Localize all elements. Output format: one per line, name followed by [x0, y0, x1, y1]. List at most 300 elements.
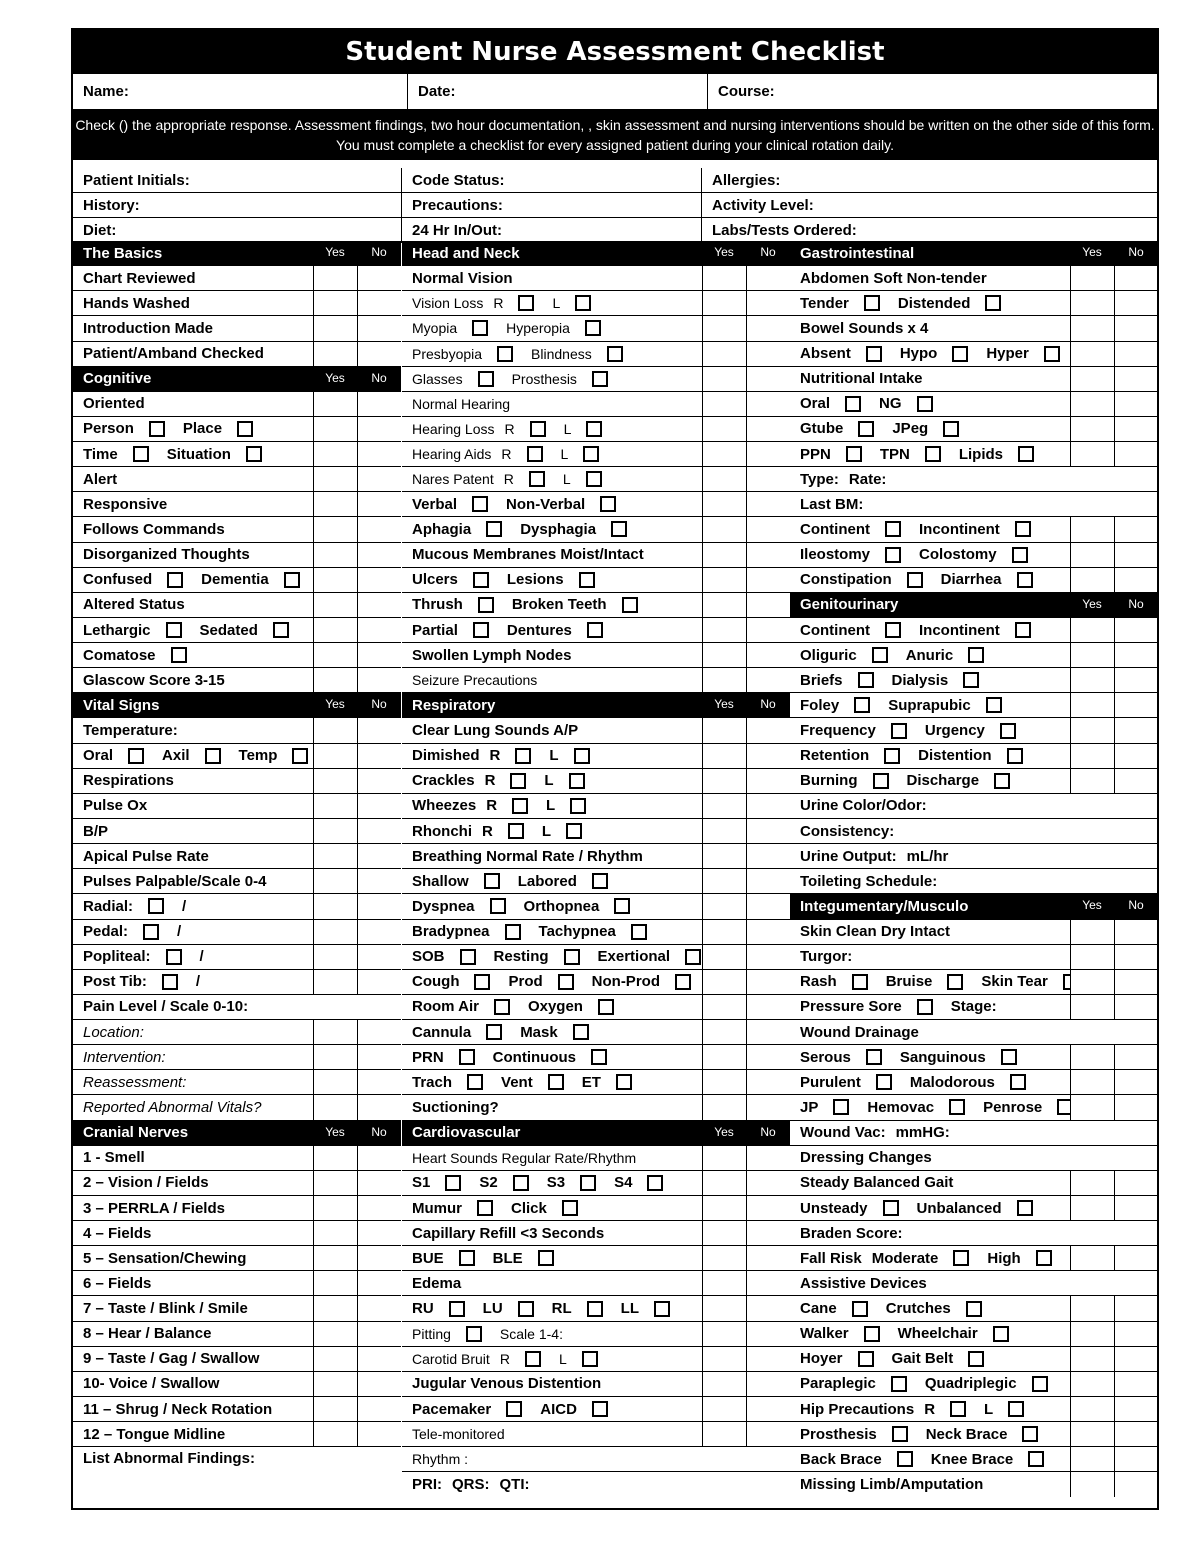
- checkbox[interactable]: [587, 1301, 603, 1317]
- no-cell[interactable]: [1114, 769, 1158, 793]
- no-cell[interactable]: [357, 718, 401, 742]
- no-cell[interactable]: [746, 643, 790, 667]
- yes-cell[interactable]: [702, 920, 746, 944]
- yes-cell[interactable]: [702, 1221, 746, 1245]
- no-cell[interactable]: [357, 1171, 401, 1195]
- checkbox[interactable]: [872, 647, 888, 663]
- no-cell[interactable]: [746, 1322, 790, 1346]
- checkbox[interactable]: [530, 421, 546, 437]
- checkbox[interactable]: [587, 622, 603, 638]
- no-cell[interactable]: [357, 291, 401, 315]
- checkbox[interactable]: [858, 672, 874, 688]
- checkbox[interactable]: [631, 924, 647, 940]
- no-cell[interactable]: [746, 316, 790, 340]
- checkbox[interactable]: [897, 1451, 913, 1467]
- no-cell[interactable]: [1114, 970, 1158, 994]
- checkbox[interactable]: [607, 346, 623, 362]
- yes-cell[interactable]: [1070, 517, 1114, 541]
- no-cell[interactable]: [357, 769, 401, 793]
- checkbox[interactable]: [1001, 1049, 1017, 1065]
- no-cell[interactable]: [357, 618, 401, 642]
- yes-cell[interactable]: [702, 291, 746, 315]
- yes-cell[interactable]: [313, 1095, 357, 1119]
- yes-cell[interactable]: [313, 920, 357, 944]
- yes-cell[interactable]: [313, 869, 357, 893]
- checkbox[interactable]: [1015, 622, 1031, 638]
- yes-cell[interactable]: [313, 1146, 357, 1170]
- yes-cell[interactable]: [313, 794, 357, 818]
- no-cell[interactable]: [746, 819, 790, 843]
- no-cell[interactable]: [1114, 618, 1158, 642]
- checkbox[interactable]: [1022, 1426, 1038, 1442]
- checkbox[interactable]: [484, 873, 500, 889]
- checkbox[interactable]: [986, 697, 1002, 713]
- precautions-field[interactable]: Precautions:: [401, 193, 701, 218]
- no-cell[interactable]: [1114, 1322, 1158, 1346]
- checkbox[interactable]: [611, 521, 627, 537]
- no-cell[interactable]: [746, 744, 790, 768]
- yes-cell[interactable]: [702, 467, 746, 491]
- yes-cell[interactable]: [702, 794, 746, 818]
- checkbox[interactable]: [460, 949, 476, 965]
- checkbox[interactable]: [472, 496, 488, 512]
- checkbox[interactable]: [586, 471, 602, 487]
- yes-cell[interactable]: [702, 392, 746, 416]
- yes-cell[interactable]: [702, 1095, 746, 1119]
- code-status-field[interactable]: Code Status:: [401, 168, 701, 193]
- yes-cell[interactable]: [1070, 442, 1114, 466]
- no-cell[interactable]: [746, 517, 790, 541]
- checkbox[interactable]: [907, 572, 923, 588]
- activity-level-field[interactable]: Activity Level:: [701, 193, 1157, 218]
- checkbox[interactable]: [478, 597, 494, 613]
- no-cell[interactable]: [1114, 1045, 1158, 1069]
- yes-cell[interactable]: [313, 769, 357, 793]
- no-cell[interactable]: [1114, 1095, 1158, 1119]
- no-cell[interactable]: [1114, 1372, 1158, 1396]
- checkbox[interactable]: [993, 1326, 1009, 1342]
- yes-cell[interactable]: [702, 1070, 746, 1094]
- checkbox[interactable]: [445, 1175, 461, 1191]
- yes-cell[interactable]: [1070, 1422, 1114, 1446]
- checkbox[interactable]: [273, 622, 289, 638]
- yes-cell[interactable]: [702, 945, 746, 969]
- checkbox[interactable]: [675, 974, 691, 990]
- no-cell[interactable]: [746, 1095, 790, 1119]
- checkbox[interactable]: [614, 898, 630, 914]
- checkbox[interactable]: [473, 572, 489, 588]
- course-field[interactable]: [707, 74, 1157, 110]
- yes-cell[interactable]: [702, 543, 746, 567]
- yes-cell[interactable]: [1070, 618, 1114, 642]
- checkbox[interactable]: [1028, 1451, 1044, 1467]
- checkbox[interactable]: [866, 1049, 882, 1065]
- yes-cell[interactable]: [702, 1422, 746, 1446]
- no-cell[interactable]: [1114, 1347, 1158, 1371]
- no-cell[interactable]: [746, 367, 790, 391]
- checkbox[interactable]: [963, 672, 979, 688]
- yes-cell[interactable]: [1070, 1372, 1114, 1396]
- yes-cell[interactable]: [313, 1171, 357, 1195]
- checkbox[interactable]: [497, 346, 513, 362]
- no-cell[interactable]: [746, 492, 790, 516]
- checkbox[interactable]: [884, 748, 900, 764]
- yes-cell[interactable]: [702, 1196, 746, 1220]
- no-cell[interactable]: [1114, 568, 1158, 592]
- checkbox[interactable]: [527, 446, 543, 462]
- no-cell[interactable]: [746, 894, 790, 918]
- no-cell[interactable]: [746, 1171, 790, 1195]
- no-cell[interactable]: [746, 392, 790, 416]
- no-cell[interactable]: [1114, 1447, 1158, 1471]
- checkbox[interactable]: [570, 798, 586, 814]
- checkbox[interactable]: [486, 1024, 502, 1040]
- no-cell[interactable]: [357, 1221, 401, 1245]
- checkbox[interactable]: [133, 446, 149, 462]
- yes-cell[interactable]: [1070, 1347, 1114, 1371]
- checkbox[interactable]: [616, 1074, 632, 1090]
- no-cell[interactable]: [357, 1322, 401, 1346]
- yes-cell[interactable]: [313, 316, 357, 340]
- yes-cell[interactable]: [1070, 266, 1114, 290]
- no-cell[interactable]: [357, 1372, 401, 1396]
- yes-cell[interactable]: [313, 342, 357, 366]
- no-cell[interactable]: [746, 844, 790, 868]
- checkbox[interactable]: [510, 773, 526, 789]
- no-cell[interactable]: [357, 342, 401, 366]
- checkbox[interactable]: [449, 1301, 465, 1317]
- no-cell[interactable]: [357, 316, 401, 340]
- yes-cell[interactable]: [1070, 568, 1114, 592]
- checkbox[interactable]: [466, 1326, 482, 1342]
- yes-cell[interactable]: [702, 718, 746, 742]
- no-cell[interactable]: [357, 819, 401, 843]
- yes-cell[interactable]: [702, 342, 746, 366]
- yes-cell[interactable]: [313, 844, 357, 868]
- no-cell[interactable]: [746, 266, 790, 290]
- checkbox[interactable]: [885, 521, 901, 537]
- no-cell[interactable]: [1114, 543, 1158, 567]
- yes-cell[interactable]: [702, 869, 746, 893]
- checkbox[interactable]: [459, 1250, 475, 1266]
- yes-cell[interactable]: [313, 392, 357, 416]
- checkbox[interactable]: [845, 396, 861, 412]
- yes-cell[interactable]: [1070, 417, 1114, 441]
- checkbox[interactable]: [622, 597, 638, 613]
- checkbox[interactable]: [562, 1200, 578, 1216]
- no-cell[interactable]: [1114, 668, 1158, 692]
- yes-cell[interactable]: [702, 1271, 746, 1295]
- checkbox[interactable]: [284, 572, 300, 588]
- no-cell[interactable]: [1114, 1070, 1158, 1094]
- yes-cell[interactable]: [1070, 1397, 1114, 1421]
- checkbox[interactable]: [579, 572, 595, 588]
- checkbox[interactable]: [968, 1351, 984, 1367]
- checkbox[interactable]: [513, 1175, 529, 1191]
- checkbox[interactable]: [852, 974, 868, 990]
- yes-cell[interactable]: [702, 995, 746, 1019]
- no-cell[interactable]: [357, 1271, 401, 1295]
- checkbox[interactable]: [586, 421, 602, 437]
- no-cell[interactable]: [746, 718, 790, 742]
- no-cell[interactable]: [357, 894, 401, 918]
- yes-cell[interactable]: [702, 1246, 746, 1270]
- no-cell[interactable]: [357, 945, 401, 969]
- checkbox[interactable]: [1063, 974, 1070, 990]
- yes-cell[interactable]: [313, 1397, 357, 1421]
- yes-cell[interactable]: [702, 1020, 746, 1044]
- no-cell[interactable]: [1114, 316, 1158, 340]
- checkbox[interactable]: [490, 898, 506, 914]
- no-cell[interactable]: [746, 342, 790, 366]
- no-cell[interactable]: [1114, 744, 1158, 768]
- checkbox[interactable]: [494, 999, 510, 1015]
- checkbox[interactable]: [529, 471, 545, 487]
- yes-cell[interactable]: [1070, 693, 1114, 717]
- checkbox[interactable]: [205, 748, 221, 764]
- checkbox[interactable]: [564, 949, 580, 965]
- checkbox[interactable]: [566, 823, 582, 839]
- checkbox[interactable]: [943, 421, 959, 437]
- no-cell[interactable]: [357, 668, 401, 692]
- yes-cell[interactable]: [702, 668, 746, 692]
- no-cell[interactable]: [746, 1422, 790, 1446]
- checkbox[interactable]: [148, 898, 164, 914]
- checkbox[interactable]: [467, 1074, 483, 1090]
- yes-cell[interactable]: [313, 718, 357, 742]
- checkbox[interactable]: [985, 295, 1001, 311]
- no-cell[interactable]: [746, 995, 790, 1019]
- checkbox[interactable]: [582, 1351, 598, 1367]
- no-cell[interactable]: [1114, 920, 1158, 944]
- checkbox[interactable]: [968, 647, 984, 663]
- yes-cell[interactable]: [313, 467, 357, 491]
- no-cell[interactable]: [357, 643, 401, 667]
- no-cell[interactable]: [746, 467, 790, 491]
- checkbox[interactable]: [515, 748, 531, 764]
- checkbox[interactable]: [891, 1376, 907, 1392]
- yes-cell[interactable]: [313, 1372, 357, 1396]
- no-cell[interactable]: [357, 1095, 401, 1119]
- checkbox[interactable]: [654, 1301, 670, 1317]
- no-cell[interactable]: [746, 1221, 790, 1245]
- yes-cell[interactable]: [313, 1070, 357, 1094]
- yes-cell[interactable]: [313, 618, 357, 642]
- yes-cell[interactable]: [702, 1322, 746, 1346]
- checkbox[interactable]: [1032, 1376, 1048, 1392]
- checkbox[interactable]: [953, 1250, 969, 1266]
- checkbox[interactable]: [925, 446, 941, 462]
- no-cell[interactable]: [746, 543, 790, 567]
- no-cell[interactable]: [357, 517, 401, 541]
- checkbox[interactable]: [506, 1401, 522, 1417]
- checkbox[interactable]: [994, 773, 1010, 789]
- no-cell[interactable]: [746, 568, 790, 592]
- no-cell[interactable]: [357, 1422, 401, 1446]
- no-cell[interactable]: [746, 920, 790, 944]
- no-cell[interactable]: [1114, 367, 1158, 391]
- yes-cell[interactable]: [1070, 1095, 1114, 1119]
- no-cell[interactable]: [357, 467, 401, 491]
- no-cell[interactable]: [357, 844, 401, 868]
- yes-cell[interactable]: [313, 945, 357, 969]
- yes-cell[interactable]: [1070, 1472, 1114, 1497]
- checkbox[interactable]: [167, 572, 183, 588]
- no-cell[interactable]: [746, 1372, 790, 1396]
- no-cell[interactable]: [1114, 392, 1158, 416]
- checkbox[interactable]: [237, 421, 253, 437]
- yes-cell[interactable]: [313, 1296, 357, 1320]
- checkbox[interactable]: [917, 396, 933, 412]
- yes-cell[interactable]: [313, 1271, 357, 1295]
- no-cell[interactable]: [746, 794, 790, 818]
- no-cell[interactable]: [746, 945, 790, 969]
- no-cell[interactable]: [357, 1296, 401, 1320]
- yes-cell[interactable]: [313, 1020, 357, 1044]
- checkbox[interactable]: [558, 974, 574, 990]
- checkbox[interactable]: [1012, 547, 1028, 563]
- checkbox[interactable]: [947, 974, 963, 990]
- yes-cell[interactable]: [313, 266, 357, 290]
- yes-cell[interactable]: [1070, 1296, 1114, 1320]
- no-cell[interactable]: [1114, 1296, 1158, 1320]
- checkbox[interactable]: [833, 1099, 849, 1115]
- no-cell[interactable]: [746, 291, 790, 315]
- no-cell[interactable]: [746, 1397, 790, 1421]
- no-cell[interactable]: [357, 1347, 401, 1371]
- checkbox[interactable]: [143, 924, 159, 940]
- yes-cell[interactable]: [313, 1196, 357, 1220]
- yes-cell[interactable]: [702, 1045, 746, 1069]
- yes-cell[interactable]: [702, 1347, 746, 1371]
- checkbox[interactable]: [891, 723, 907, 739]
- no-cell[interactable]: [746, 769, 790, 793]
- checkbox[interactable]: [852, 1301, 868, 1317]
- checkbox[interactable]: [472, 320, 488, 336]
- no-cell[interactable]: [357, 794, 401, 818]
- yes-cell[interactable]: [702, 844, 746, 868]
- checkbox[interactable]: [525, 1351, 541, 1367]
- yes-cell[interactable]: [313, 1422, 357, 1446]
- checkbox[interactable]: [917, 999, 933, 1015]
- checkbox[interactable]: [885, 547, 901, 563]
- yes-cell[interactable]: [1070, 1070, 1114, 1094]
- yes-cell[interactable]: [313, 819, 357, 843]
- yes-cell[interactable]: [1070, 1322, 1114, 1346]
- checkbox[interactable]: [505, 924, 521, 940]
- yes-cell[interactable]: [702, 1397, 746, 1421]
- yes-cell[interactable]: [1070, 367, 1114, 391]
- no-cell[interactable]: [746, 1196, 790, 1220]
- yes-cell[interactable]: [702, 894, 746, 918]
- yes-cell[interactable]: [313, 894, 357, 918]
- diet-field[interactable]: Diet:: [83, 222, 117, 239]
- yes-cell[interactable]: [702, 744, 746, 768]
- checkbox[interactable]: [854, 697, 870, 713]
- checkbox[interactable]: [518, 295, 534, 311]
- checkbox[interactable]: [592, 1401, 608, 1417]
- no-cell[interactable]: [1114, 643, 1158, 667]
- yes-cell[interactable]: [313, 1221, 357, 1245]
- checkbox[interactable]: [1018, 446, 1034, 462]
- checkbox[interactable]: [518, 1301, 534, 1317]
- yes-cell[interactable]: [1070, 543, 1114, 567]
- no-cell[interactable]: [746, 618, 790, 642]
- checkbox[interactable]: [292, 748, 308, 764]
- yes-cell[interactable]: [1070, 1196, 1114, 1220]
- checkbox[interactable]: [1015, 521, 1031, 537]
- checkbox[interactable]: [1017, 572, 1033, 588]
- checkbox[interactable]: [478, 371, 494, 387]
- checkbox[interactable]: [647, 1175, 663, 1191]
- no-cell[interactable]: [357, 568, 401, 592]
- checkbox[interactable]: [876, 1074, 892, 1090]
- yes-cell[interactable]: [1070, 920, 1114, 944]
- checkbox[interactable]: [1044, 346, 1060, 362]
- yes-cell[interactable]: [313, 593, 357, 617]
- yes-cell[interactable]: [313, 1322, 357, 1346]
- date-field[interactable]: [407, 74, 707, 110]
- checkbox[interactable]: [873, 773, 889, 789]
- no-cell[interactable]: [357, 266, 401, 290]
- checkbox[interactable]: [858, 421, 874, 437]
- yes-cell[interactable]: [1070, 769, 1114, 793]
- no-cell[interactable]: [357, 920, 401, 944]
- yes-cell[interactable]: [702, 1171, 746, 1195]
- yes-cell[interactable]: [1070, 392, 1114, 416]
- checkbox[interactable]: [166, 949, 182, 965]
- no-cell[interactable]: [746, 1246, 790, 1270]
- no-cell[interactable]: [357, 1045, 401, 1069]
- no-cell[interactable]: [1114, 718, 1158, 742]
- yes-cell[interactable]: [702, 1146, 746, 1170]
- checkbox[interactable]: [166, 622, 182, 638]
- yes-cell[interactable]: [1070, 1447, 1114, 1471]
- yes-cell[interactable]: [702, 492, 746, 516]
- no-cell[interactable]: [746, 1271, 790, 1295]
- yes-cell[interactable]: [1070, 291, 1114, 315]
- checkbox[interactable]: [685, 949, 701, 965]
- no-cell[interactable]: [1114, 1472, 1158, 1497]
- yes-cell[interactable]: [313, 744, 357, 768]
- yes-cell[interactable]: [313, 568, 357, 592]
- checkbox[interactable]: [892, 1426, 908, 1442]
- checkbox[interactable]: [1010, 1074, 1026, 1090]
- patient-initials-field[interactable]: Patient Initials:: [73, 168, 401, 193]
- yes-cell[interactable]: [702, 417, 746, 441]
- yes-cell[interactable]: [702, 367, 746, 391]
- yes-cell[interactable]: [313, 970, 357, 994]
- checkbox[interactable]: [1017, 1200, 1033, 1216]
- no-cell[interactable]: [357, 744, 401, 768]
- no-cell[interactable]: [1114, 1246, 1158, 1270]
- yes-cell[interactable]: [313, 492, 357, 516]
- no-cell[interactable]: [357, 417, 401, 441]
- checkbox[interactable]: [883, 1200, 899, 1216]
- no-cell[interactable]: [1114, 1196, 1158, 1220]
- yes-cell[interactable]: [702, 568, 746, 592]
- checkbox[interactable]: [952, 346, 968, 362]
- no-cell[interactable]: [1114, 693, 1158, 717]
- no-cell[interactable]: [746, 1070, 790, 1094]
- no-cell[interactable]: [1114, 1422, 1158, 1446]
- checkbox[interactable]: [569, 773, 585, 789]
- yes-cell[interactable]: [313, 543, 357, 567]
- yes-cell[interactable]: [313, 668, 357, 692]
- yes-cell[interactable]: [702, 618, 746, 642]
- checkbox[interactable]: [583, 446, 599, 462]
- checkbox[interactable]: [846, 446, 862, 462]
